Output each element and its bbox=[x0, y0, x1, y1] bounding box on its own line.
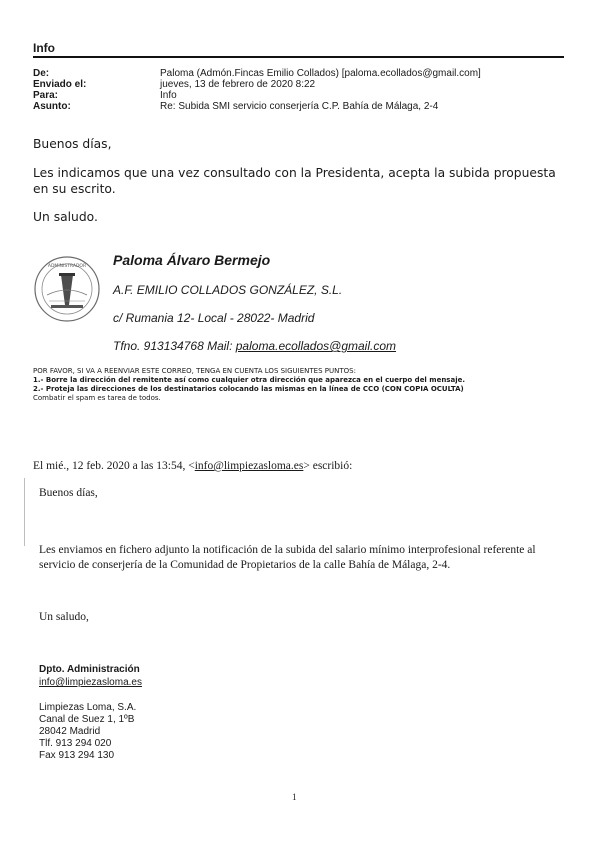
quoted-phone: Tlf. 913 294 020 bbox=[39, 738, 112, 749]
quoted-dept-email-link[interactable]: info@limpiezasloma.es bbox=[39, 677, 142, 688]
signature-company: A.F. EMILIO COLLADOS GONZÁLEZ, S.L. bbox=[113, 283, 343, 297]
signature-email-link[interactable]: paloma.ecollados@gmail.com bbox=[235, 339, 397, 353]
from-label: De: bbox=[33, 68, 50, 79]
notice-line-3: 2.- Proteja las direcciones de los destinatarios colocando las mismas en la línea de CCO (CON COPIA OCULTA) bbox=[33, 385, 464, 393]
quote-bar bbox=[24, 478, 25, 546]
quoted-fax: Fax 913 294 130 bbox=[39, 750, 115, 761]
closing: Un saludo. bbox=[33, 210, 98, 224]
quoted-dept: Dpto. Administración bbox=[39, 664, 140, 675]
to-label: Para: bbox=[33, 90, 59, 101]
quoted-closing: Un saludo, bbox=[39, 611, 89, 623]
signature-name: Paloma Álvaro Bermejo bbox=[113, 252, 271, 268]
quote-intro-suffix: > escribió: bbox=[303, 460, 353, 472]
quoted-message: Les enviamos en fichero adjunto la notificación de la subida del salario mínimo interprofesional referente al servicio de conserjería de la Comunidad de Propietarios de la calle Bahía de Málaga, 2-4. bbox=[39, 544, 536, 571]
signature-phone: Tfno. 913134768 Mail: bbox=[113, 339, 236, 353]
quote-intro-text: El mié., 12 feb. 2020 a las 13:54, < bbox=[33, 460, 195, 472]
subject-value: Re: Subida SMI servicio conserjería C.P. Bahía de Málaga, 2-4 bbox=[160, 101, 439, 112]
page-number: 1 bbox=[292, 792, 297, 802]
from-value: Paloma (Admón.Fincas Emilio Collados) [paloma.ecollados@gmail.com] bbox=[160, 68, 481, 79]
quoted-greeting: Buenos días, bbox=[39, 487, 98, 499]
message-body: Les indicamos que una vez consultado con la Presidenta, acepta la subida propuesta en su escrito. bbox=[33, 166, 556, 196]
greeting: Buenos días, bbox=[33, 137, 112, 151]
quoted-company: Limpiezas Loma, S.A. bbox=[39, 702, 137, 713]
subject-label: Asunto: bbox=[33, 101, 71, 112]
quoted-address-1: Canal de Suez 1, 1ºB bbox=[39, 714, 135, 725]
signature-contact bbox=[113, 339, 396, 353]
company-seal-icon bbox=[33, 255, 101, 323]
signature-address: c/ Rumania 12- Local - 28022- Madrid bbox=[113, 311, 315, 325]
to-value: Info bbox=[160, 90, 177, 101]
title-divider bbox=[33, 56, 564, 58]
sent-value: jueves, 13 de febrero de 2020 8:22 bbox=[160, 79, 316, 90]
notice-line-2: 1.- Borre la dirección del remitente así como cualquier otra dirección que aparezca en el cuerpo del mensaje. bbox=[33, 376, 465, 384]
quote-sender-link[interactable]: info@limpiezasloma.es bbox=[194, 460, 304, 472]
svg-text:ADMINISTRADOR: ADMINISTRADOR bbox=[47, 264, 87, 269]
sent-label: Enviado el: bbox=[33, 79, 87, 90]
notice-line-1: POR FAVOR, SI VA A REENVIAR ESTE CORREO, TENGA EN CUENTA LOS SIGUIENTES PUNTOS: bbox=[33, 367, 356, 375]
quote-intro bbox=[33, 460, 352, 472]
notice-line-4: Combatir el spam es tarea de todos. bbox=[33, 394, 161, 402]
email-title: Info bbox=[33, 41, 55, 55]
quoted-address-2: 28042 Madrid bbox=[39, 726, 101, 737]
quoted-dept-email bbox=[39, 677, 142, 689]
